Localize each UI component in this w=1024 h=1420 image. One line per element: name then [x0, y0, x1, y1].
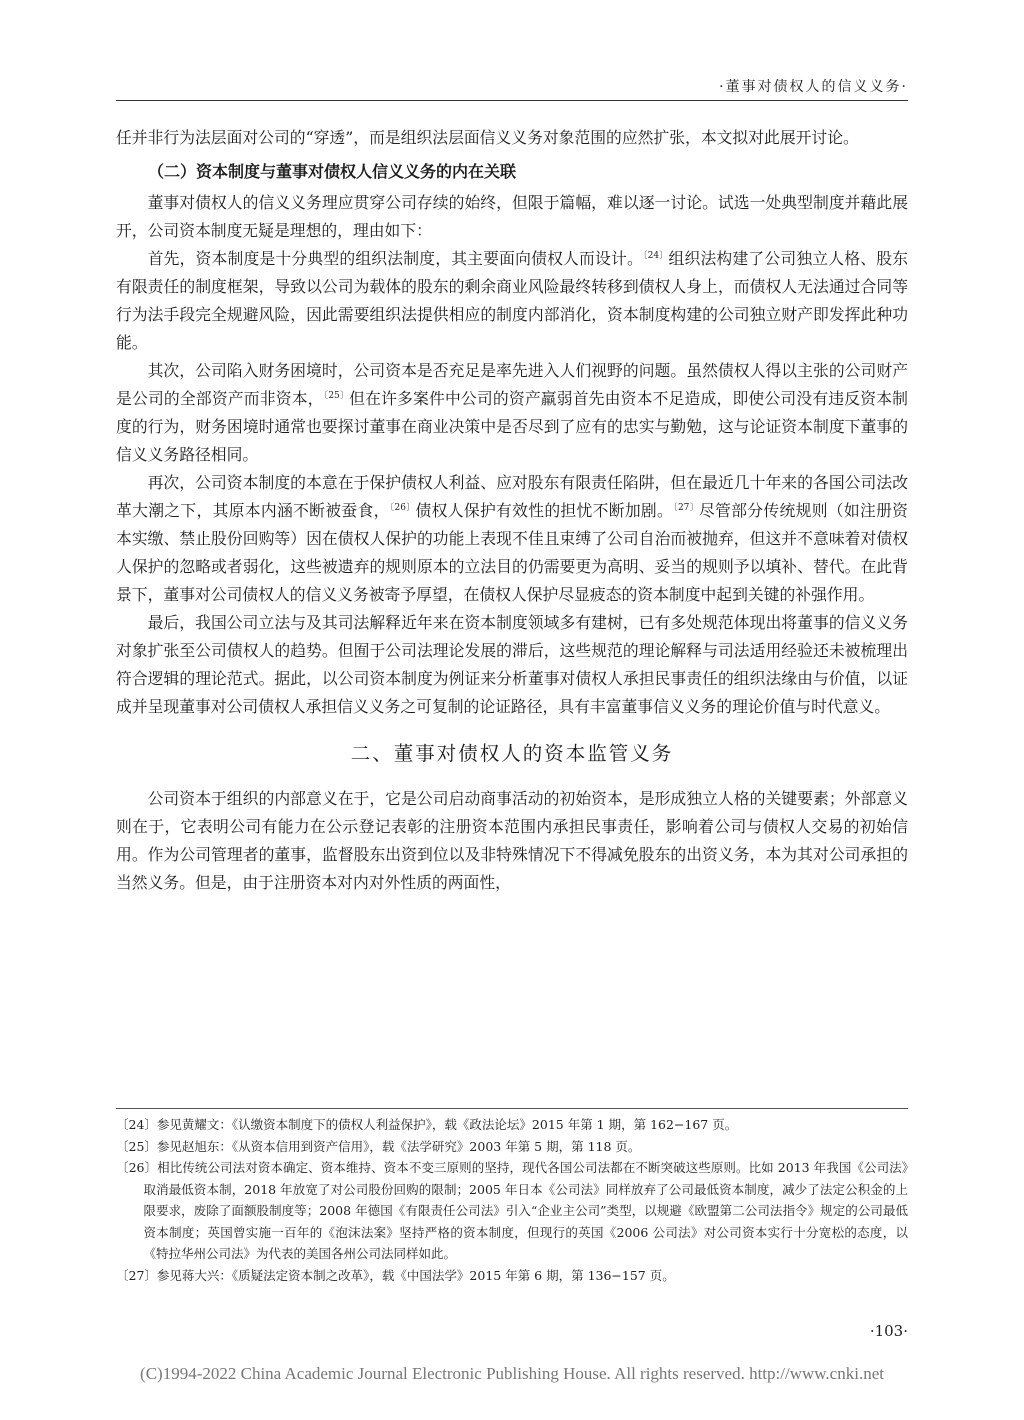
footnote-rule [116, 1108, 908, 1109]
paragraph-2-part-a: 首先，资本制度是十分典型的组织法制度，其主要面向债权人而设计。 [147, 249, 643, 268]
footnote-26: 〔26〕相比传统公司法对资本确定、资本维持、资本不变三原则的坚持，现代各国公司法都在不断突破这些原则。比如 2013 年我国《公司法》取消最低资本制，2018 年放宽了对公司股份回购的限制；2005 年日本《公司法》同样放弃了公司最低资本制度，减少了法定公积金的上限要求，废除了面额股制度等；2008 年德国《有限责任公司法》引入“企业主公司”类型，以规避《欧盟第二公司法指令》规定的公司最低资本制度；英国曾实施一百年的《泡沫法案》坚持严格的资本制度，但现行的英国《2006 公司法》对公司资本实行十分宽松的态度，以《特拉华州公司法》为代表的美国各州公司法同样如此。 [116, 1160, 908, 1261]
paragraph-4-part-b: 债权人保护有效性的担忧不断加剧。 [415, 501, 674, 520]
footnote-ref-25[interactable]: 〔25〕 [323, 391, 350, 401]
page-number: ·103· [869, 1322, 908, 1340]
paragraph-4-part-a: 再次，公司资本制度的本意在于保护债权人利益、应对股东有限责任陷阱，但在最近几十年来的各国公司法改革大潮之下，其原本内涵不断被蚕食， [116, 473, 908, 520]
footnote-ref-24[interactable]: 〔24〕 [642, 251, 669, 261]
paragraph-4 [116, 469, 908, 609]
footnote-24: 〔24〕参见黄耀文：《认缴资本制度下的债权人利益保护》，载《政法论坛》2015 年第 1 期，第 162−167 页。 [116, 1117, 738, 1132]
paragraph-3-part-b: 但在许多案件中公司的资产羸弱首先由资本不足造成，即使公司没有违反资本制度的行为，财务困境时通常也要探讨董事在商业决策中是否尽到了应有的忠实与勤勉，这与论证资本制度下董事的信义义务路径相同。 [116, 389, 908, 464]
subsection-heading: （二）资本制度与董事对债权人信义义务的内在关联 [148, 162, 517, 181]
section-2-paragraph-1: 公司资本于组织的内部意义在于，它是公司启动商事活动的初始资本，是形成独立人格的关键要素；外部意义则在于，它表明公司有能力在公示登记表彰的注册资本范围内承担民事责任，影响着公司与债权人交易的初始信用。作为公司管理者的董事，监督股东出资到位以及非特殊情况下不得减免股东的出资义务，本为其对公司承担的当然义务。但是，由于注册资本对内对外性质的两面性， [116, 789, 908, 892]
footnote-ref-26[interactable]: 〔26〕 [389, 503, 416, 513]
paragraph-2-part-b: 组织法构建了公司独立人格、股东有限责任的制度框架，导致以公司为载体的股东的剩余商业风险最终转移到债权人身上，而债权人无法通过合同等行为法手段完全规避风险，因此需要组织法提供相应的制度内部消化，资本制度构建的公司独立财产即发挥此种功能。 [116, 249, 908, 352]
paragraph-3-part-a: 其次，公司陷入财务困境时，公司资本是否充足是率先进入人们视野的问题。虽然债权人得以主张的公司财产是公司的全部资产而非资本， [116, 361, 908, 408]
footnote-ref-27[interactable]: 〔27〕 [673, 503, 699, 513]
paragraph-1: 董事对债权人的信义义务理应贯穿公司存续的始终，但限于篇幅，难以逐一讨论。试选一处典型制度并藉此展开，公司资本制度无疑是理想的，理由如下： [116, 193, 908, 240]
footnotes [116, 1114, 908, 1286]
paragraph-3 [116, 357, 908, 469]
running-head: ·董事对债权人的信义义务· [719, 79, 908, 95]
continuation-paragraph: 任并非行为法层面对公司的“穿透”，而是组织法层面信义义务对象范围的应然扩张，本文拟对此展开讨论。 [116, 128, 859, 147]
footnote-27: 〔27〕参见蒋大兴：《质疑法定资本制之改革》，载《中国法学》2015 年第 6 期，第 136−157 页。 [116, 1267, 675, 1283]
section-heading: 二、董事对债权人的资本监管义务 [350, 742, 674, 765]
paragraph-2 [116, 245, 908, 357]
paragraph-5: 最后，我国公司立法与及其司法解释近年来在资本制度领域多有建树，已有多处规范体现出将董事的信义义务对象扩张至公司债权人的趋势。但囿于公司法理论发展的滞后，这些规范的理论解释与司法适用经验还未被梳理出符合逻辑的理论范式。据此，以公司资本制度为例证来分析董事对债权人承担民事责任的组织法缘由与价值，以证成并呈现董事对公司债权人承担信义义务之可复制的论证路径，具有丰富董事信义义务的理论价值与时代意义。 [116, 613, 908, 716]
header-rule [116, 100, 908, 101]
copyright-notice: (C)1994-2022 China Academic Journal Electronic Publishing House. All rights reserved. http://www.cnki.net [140, 1364, 884, 1383]
main-text [116, 124, 908, 897]
paragraph-4-part-c: 尽管部分传统规则（如注册资本实缴、禁止股份回购等）因在债权人保护的功能上表现不佳且束缚了公司自治而被抛弃，但这并不意味着对债权人保护的忽略或者弱化，这些被遗弃的规则原本的立法目的仍需要更为高明、妥当的规则予以填补、替代。在此背景下，董事对公司债权人的信义义务被寄予厚望，在债权人保护尽显疲态的资本制度中起到关键的补强作用。 [116, 501, 908, 604]
footnote-25: 〔25〕参见赵旭东：《从资本信用到资产信用》，载《法学研究》2003 年第 5 期，第 118 页。 [116, 1138, 641, 1154]
